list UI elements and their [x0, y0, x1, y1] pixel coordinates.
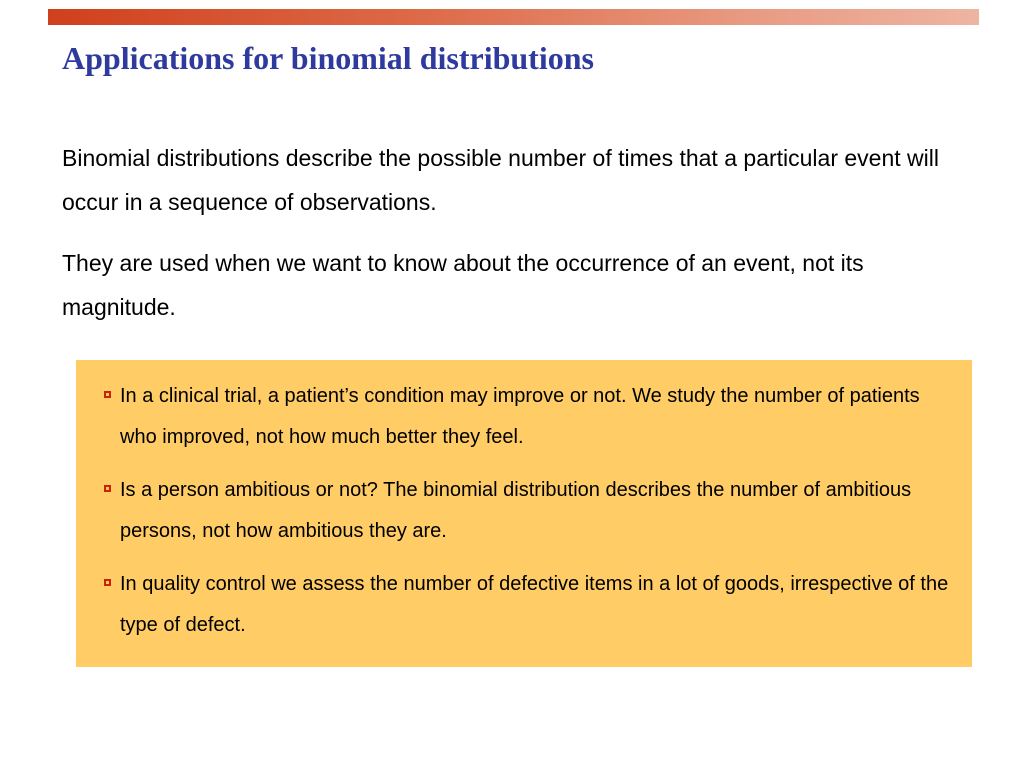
example-item-clinical-trial	[100, 376, 950, 458]
slide-title: Applications for binomial distributions	[62, 40, 594, 76]
example-text: In a clinical trial, a patient’s condition may improve or not. We study the number of patients who improved, not how much better they feel.	[120, 385, 920, 448]
hollow-square-bullet-icon	[104, 579, 111, 586]
example-item-quality-control	[100, 564, 950, 646]
examples-list	[100, 376, 950, 658]
examples-callout-box	[76, 360, 972, 667]
hollow-square-bullet-icon	[104, 485, 111, 492]
intro-paragraph-1: Binomial distributions describe the possible number of times that a particular event will occur in a sequence of observations.	[62, 145, 939, 215]
example-text: In quality control we assess the number of defective items in a lot of goods, irrespective of the type of defect.	[120, 573, 949, 636]
example-text: Is a person ambitious or not? The binomial distribution describes the number of ambitious persons, not how ambitious they are.	[120, 479, 912, 542]
hollow-square-bullet-icon	[104, 391, 111, 398]
example-item-ambition	[100, 470, 950, 552]
intro-paragraph-2: They are used when we want to know about the occurrence of an event, not its magnitude.	[62, 250, 864, 320]
top-accent-bar	[48, 9, 979, 25]
